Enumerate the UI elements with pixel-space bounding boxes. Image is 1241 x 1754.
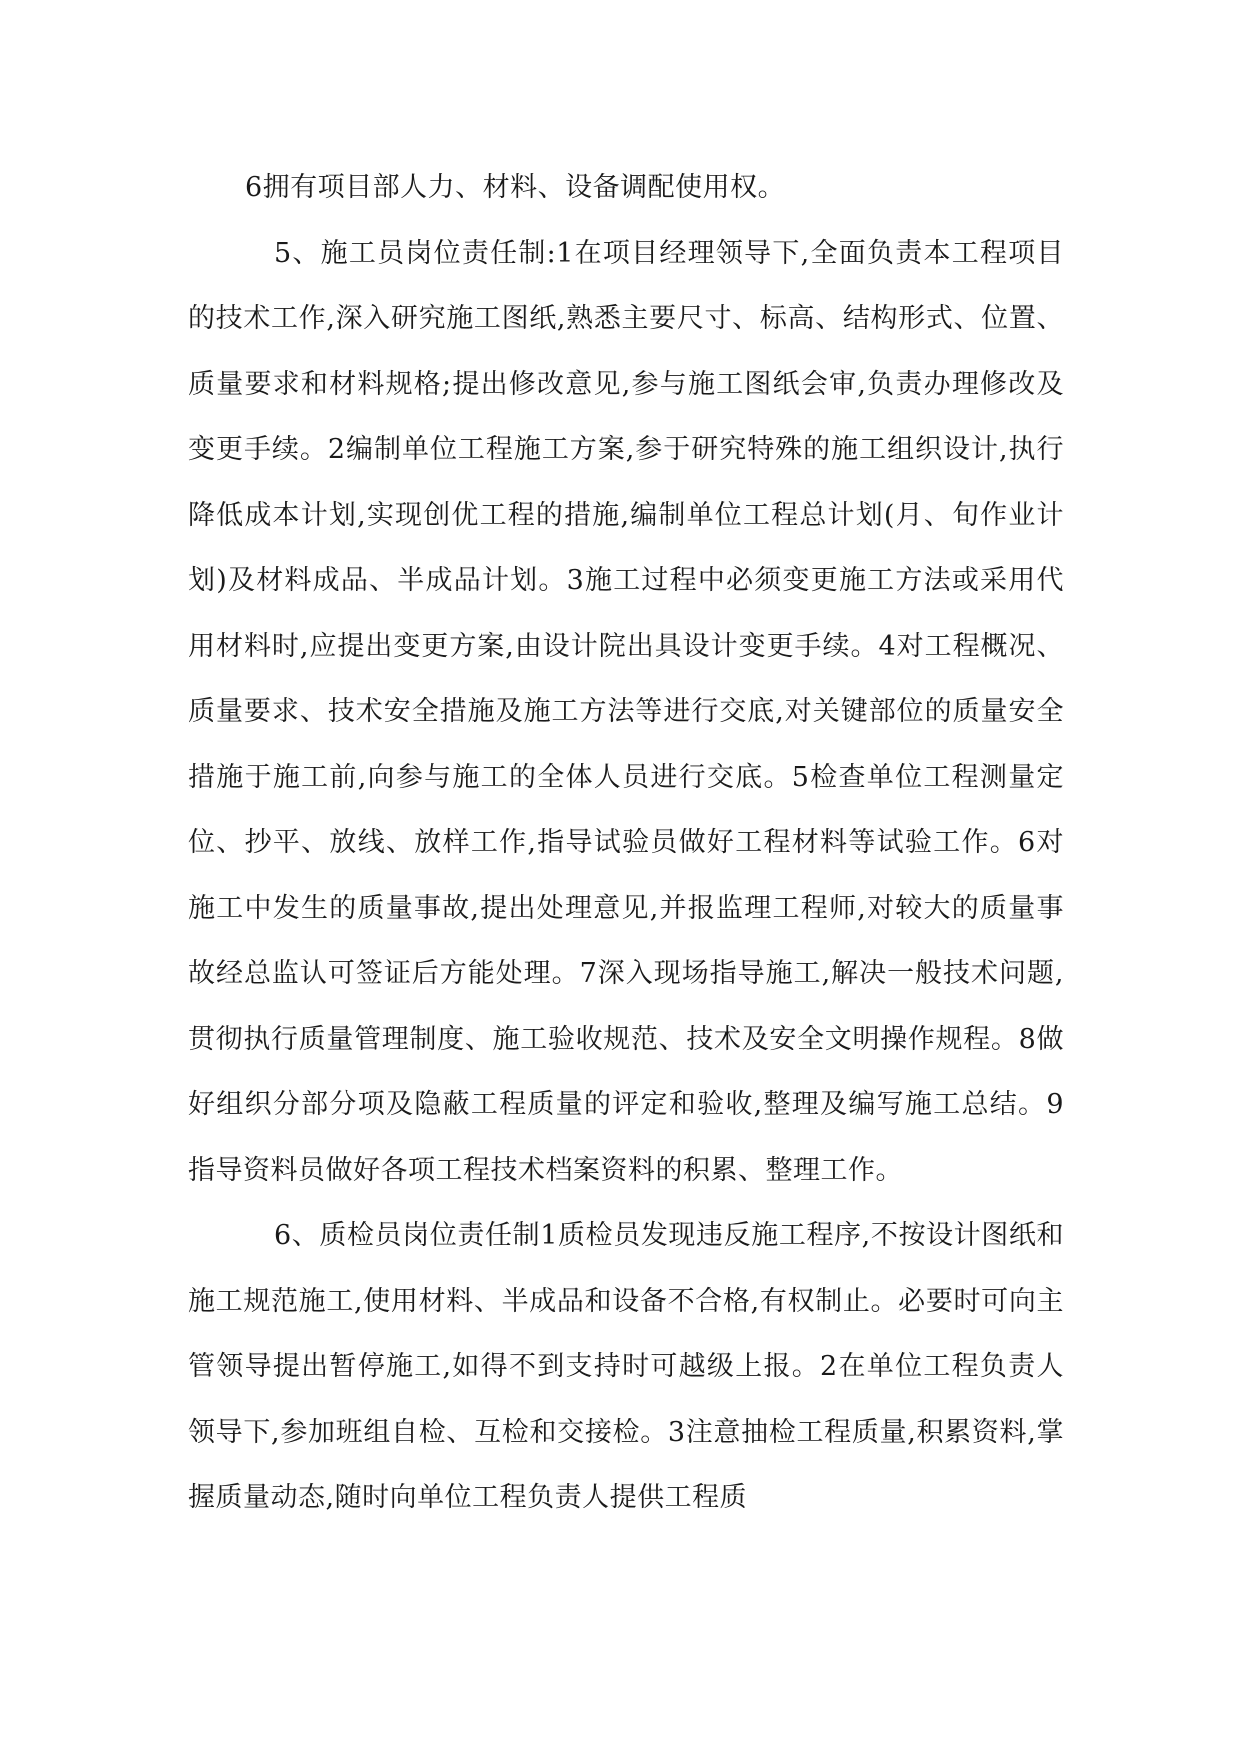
paragraph-construction-worker-responsibility: 5、施工员岗位责任制:1在项目经理领导下,全面负责本工程项目的技术工作,深入研究施工图纸,熟悉主要尺寸、标高、结构形式、位置、质量要求和材料规格;提出修改意见,参与施工图纸会审,负责办理修改及变更手续。2编制单位工程施工方案,参于研究特殊的施工组织设计,执行降低成本计划,实现创优工程的措施,编制单位工程总计划(月、旬作业计划)及材料成品、半成品计划。3施工过程中必须变更施工方法或采用代用材料时,应提出变更方案,由设计院出具设计变更手续。4对工程概况、质量要求、技术安全措施及施工方法等进行交底,对关键部位的质量安全措施于施工前,向参与施工的全体人员进行交底。5检查单位工程测量定位、抄平、放线、放样工作,指导试验员做好工程材料等试验工作。6对施工中发生的质量事故,提出处理意见,并报监理工程师,对较大的质量事故经总监认可签证后方能处理。7深入现场指导施工,解决一般技术问题,贯彻执行质量管理制度、施工验收规范、技术及安全文明操作规程。8做好组织分部分项及隐蔽工程质量的评定和验收,整理及编写施工总结。9指导资料员做好各项工程技术档案资料的积累、整理工作。	[188, 237, 1064, 1186]
paragraph-quality-inspector-responsibility: 6、质检员岗位责任制1质检员发现违反施工程序,不按设计图纸和施工规范施工,使用材料、半成品和设备不合格,有权制止。必要时可向主管领导提出暂停施工,如得不到支持时可越级上报。2在单位工程负责人领导下,参加班组自检、互检和交接检。3注意抽检工程质量,积累资料,掌握质量动态,随时向单位工程负责人提供工程质	[188, 1220, 1064, 1513]
document-body	[188, 155, 1064, 1531]
paragraph-authority-item-6: 6拥有项目部人力、材料、设备调配使用权。	[245, 172, 786, 203]
